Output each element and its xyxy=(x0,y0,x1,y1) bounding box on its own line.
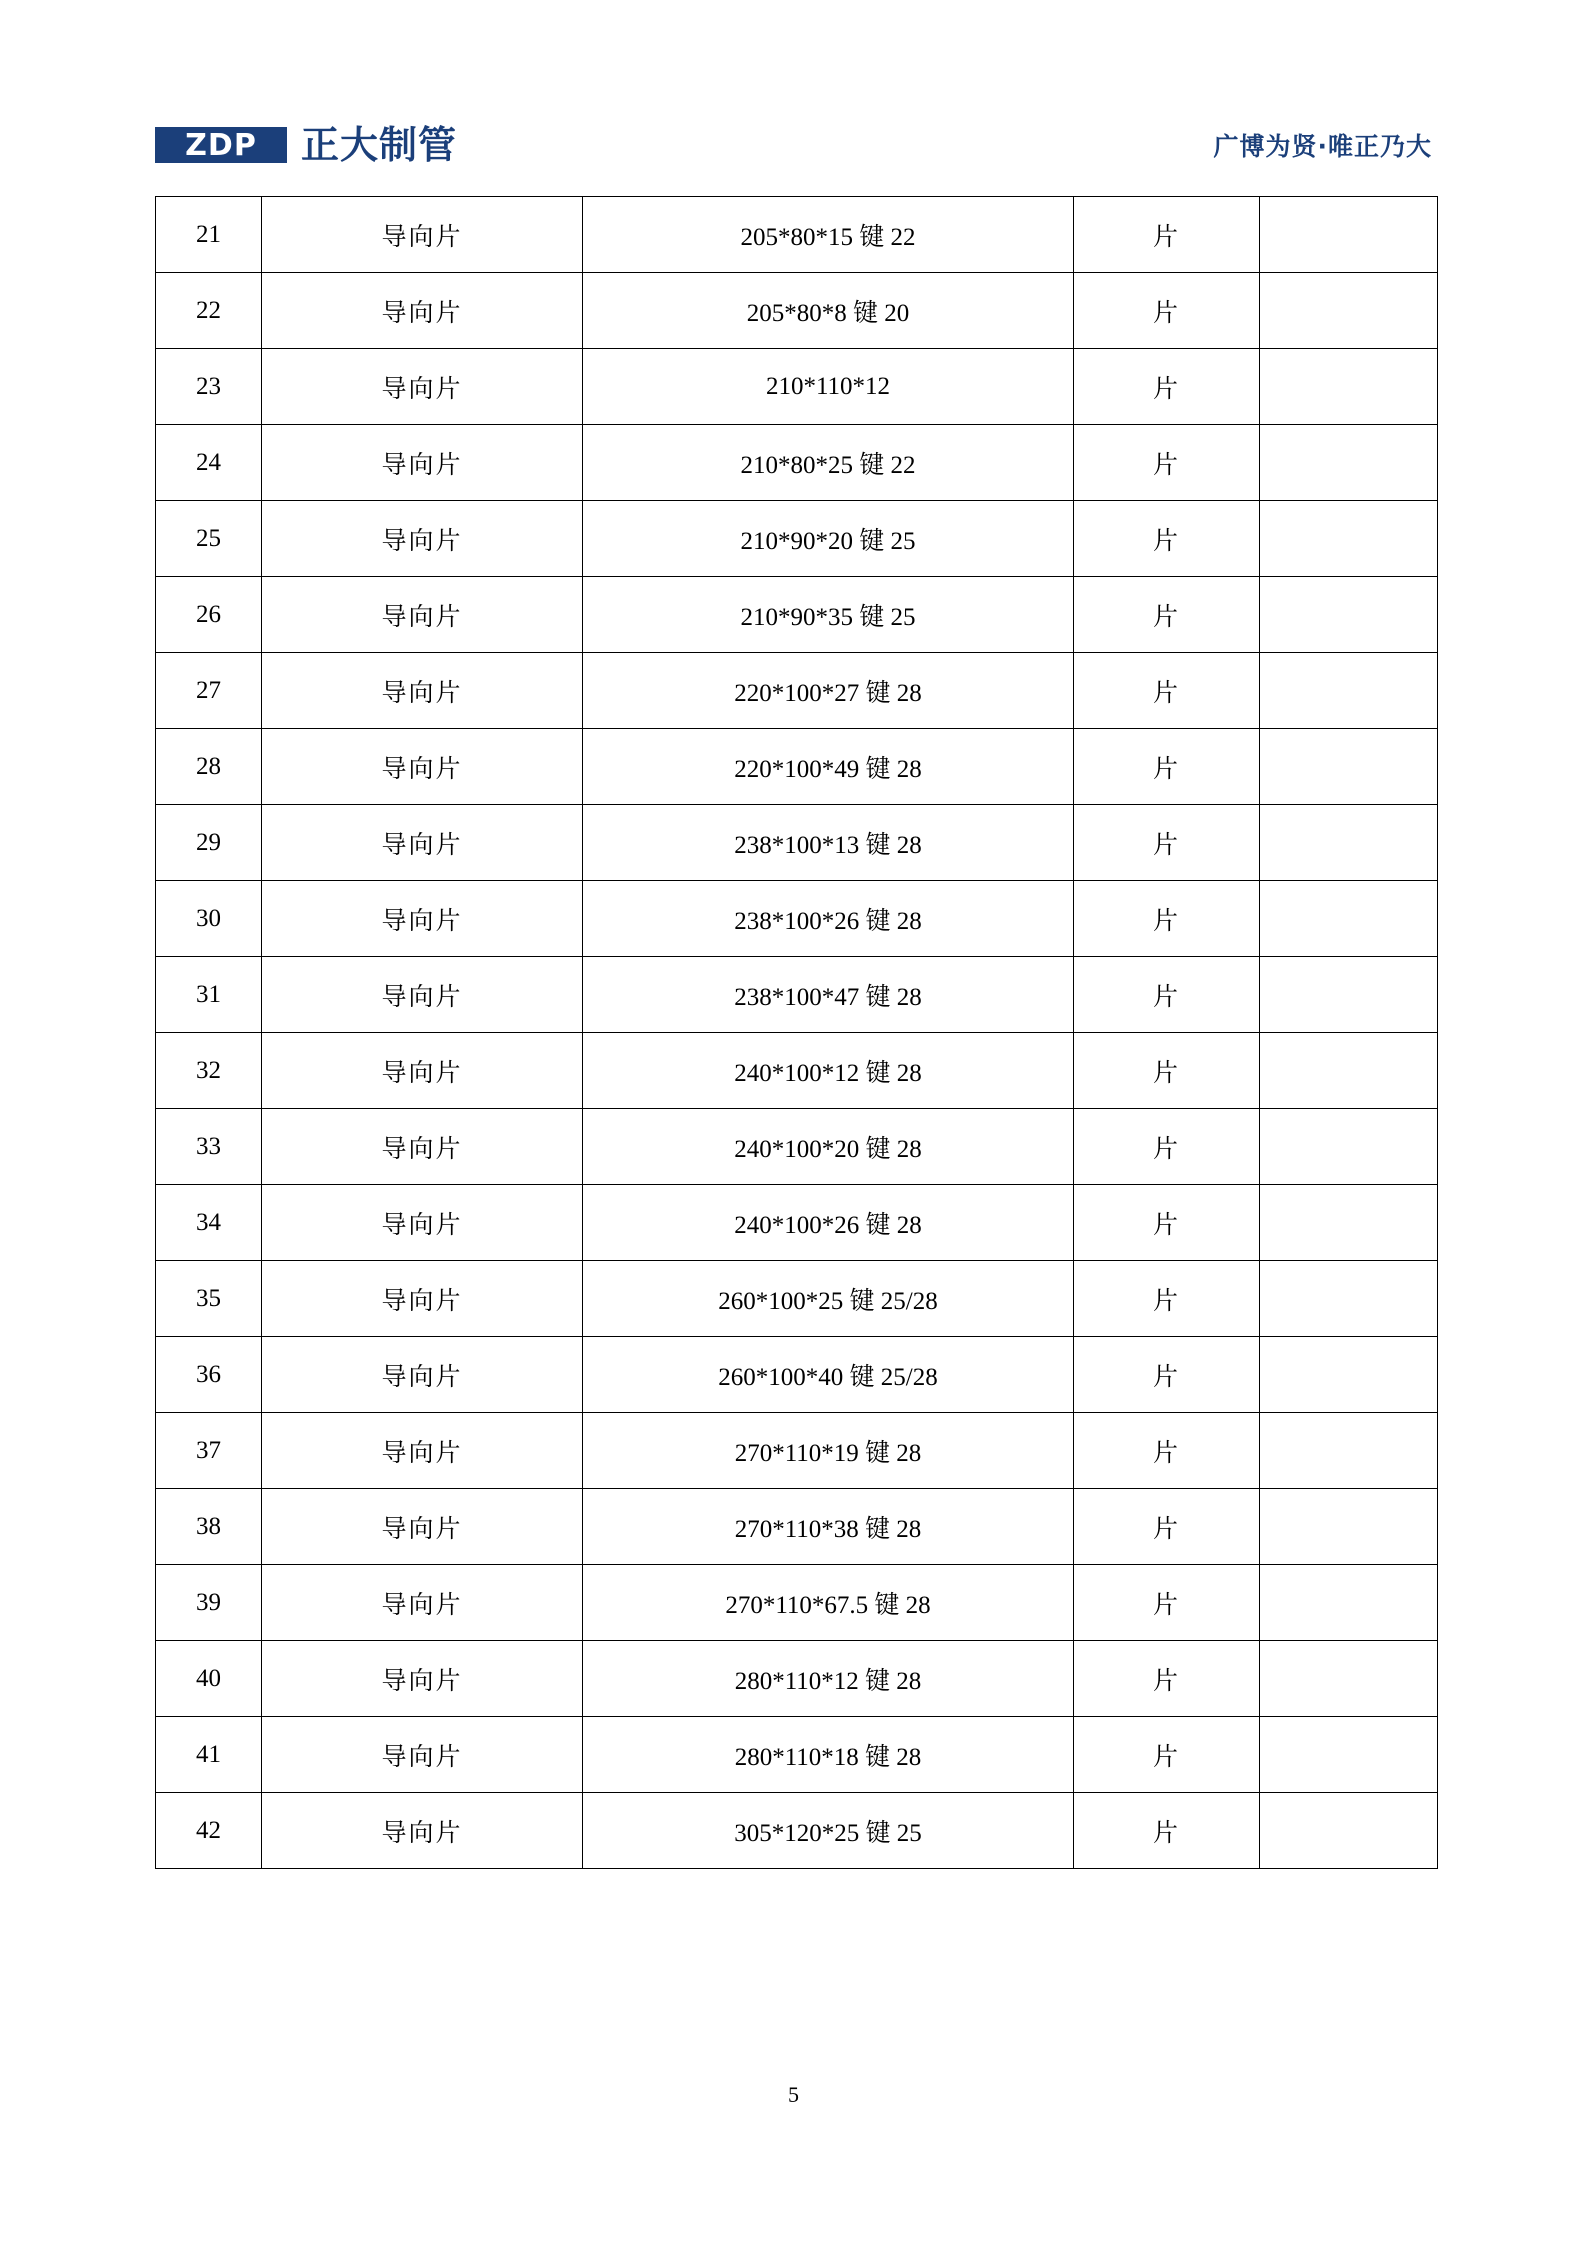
cell-name: 导向片 xyxy=(262,1261,583,1337)
cell-no: 30 xyxy=(156,881,262,957)
cell-spec: 260*100*25 键 25/28 xyxy=(583,1261,1074,1337)
cell-qty xyxy=(1260,653,1438,729)
cell-no: 22 xyxy=(156,273,262,349)
cell-qty xyxy=(1260,1109,1438,1185)
table-row xyxy=(156,1717,1438,1793)
cell-spec: 240*100*26 键 28 xyxy=(583,1185,1074,1261)
table-row xyxy=(156,1337,1438,1413)
cell-no: 31 xyxy=(156,957,262,1033)
cell-spec: 305*120*25 键 25 xyxy=(583,1793,1074,1869)
cell-no: 41 xyxy=(156,1717,262,1793)
table-row xyxy=(156,1565,1438,1641)
cell-qty xyxy=(1260,1261,1438,1337)
cell-unit: 片 xyxy=(1074,1717,1260,1793)
cell-unit: 片 xyxy=(1074,1261,1260,1337)
cell-name: 导向片 xyxy=(262,1337,583,1413)
cell-unit: 片 xyxy=(1074,653,1260,729)
cell-qty xyxy=(1260,1413,1438,1489)
cell-no: 34 xyxy=(156,1185,262,1261)
cell-spec: 205*80*8 键 20 xyxy=(583,273,1074,349)
cell-unit: 片 xyxy=(1074,1413,1260,1489)
cell-spec: 270*110*38 键 28 xyxy=(583,1489,1074,1565)
cell-unit: 片 xyxy=(1074,197,1260,273)
cell-spec: 238*100*26 键 28 xyxy=(583,881,1074,957)
cell-no: 29 xyxy=(156,805,262,881)
cell-name: 导向片 xyxy=(262,1793,583,1869)
cell-name: 导向片 xyxy=(262,1033,583,1109)
table-row xyxy=(156,1641,1438,1717)
company-logo xyxy=(155,123,457,167)
cell-spec: 240*100*20 键 28 xyxy=(583,1109,1074,1185)
cell-name: 导向片 xyxy=(262,577,583,653)
cell-spec: 280*110*18 键 28 xyxy=(583,1717,1074,1793)
cell-name: 导向片 xyxy=(262,805,583,881)
cell-spec: 238*100*47 键 28 xyxy=(583,957,1074,1033)
cell-no: 26 xyxy=(156,577,262,653)
cell-spec: 210*80*25 键 22 xyxy=(583,425,1074,501)
zdp-logo-icon xyxy=(155,123,287,167)
cell-qty xyxy=(1260,1717,1438,1793)
cell-name: 导向片 xyxy=(262,729,583,805)
cell-spec: 280*110*12 键 28 xyxy=(583,1641,1074,1717)
cell-qty xyxy=(1260,349,1438,425)
cell-qty xyxy=(1260,1033,1438,1109)
cell-no: 42 xyxy=(156,1793,262,1869)
cell-unit: 片 xyxy=(1074,957,1260,1033)
cell-no: 40 xyxy=(156,1641,262,1717)
cell-no: 36 xyxy=(156,1337,262,1413)
cell-spec: 270*110*19 键 28 xyxy=(583,1413,1074,1489)
cell-name: 导向片 xyxy=(262,1185,583,1261)
cell-unit: 片 xyxy=(1074,273,1260,349)
cell-no: 23 xyxy=(156,349,262,425)
page-header xyxy=(155,110,1432,180)
cell-unit: 片 xyxy=(1074,805,1260,881)
cell-name: 导向片 xyxy=(262,273,583,349)
cell-unit: 片 xyxy=(1074,425,1260,501)
cell-name: 导向片 xyxy=(262,349,583,425)
cell-name: 导向片 xyxy=(262,1565,583,1641)
cell-unit: 片 xyxy=(1074,1033,1260,1109)
cell-name: 导向片 xyxy=(262,425,583,501)
cell-name: 导向片 xyxy=(262,881,583,957)
cell-qty xyxy=(1260,729,1438,805)
cell-qty xyxy=(1260,881,1438,957)
table-row xyxy=(156,729,1438,805)
cell-unit: 片 xyxy=(1074,1337,1260,1413)
cell-no: 37 xyxy=(156,1413,262,1489)
table-row xyxy=(156,197,1438,273)
cell-qty xyxy=(1260,805,1438,881)
table-row xyxy=(156,501,1438,577)
cell-unit: 片 xyxy=(1074,1109,1260,1185)
cell-name: 导向片 xyxy=(262,957,583,1033)
cell-name: 导向片 xyxy=(262,1413,583,1489)
company-slogan: 广博为贤·唯正乃大 xyxy=(1213,132,1432,161)
table-row xyxy=(156,1185,1438,1261)
table-row xyxy=(156,1033,1438,1109)
cell-qty xyxy=(1260,1641,1438,1717)
cell-qty xyxy=(1260,1337,1438,1413)
svg-text:ZDP: ZDP xyxy=(185,128,257,163)
cell-unit: 片 xyxy=(1074,1641,1260,1717)
cell-qty xyxy=(1260,577,1438,653)
cell-no: 32 xyxy=(156,1033,262,1109)
cell-no: 35 xyxy=(156,1261,262,1337)
cell-name: 导向片 xyxy=(262,1641,583,1717)
company-name-cn: 正大制管 xyxy=(301,123,458,167)
cell-name: 导向片 xyxy=(262,1717,583,1793)
table-row xyxy=(156,1793,1438,1869)
cell-qty xyxy=(1260,273,1438,349)
cell-no: 38 xyxy=(156,1489,262,1565)
cell-qty xyxy=(1260,425,1438,501)
cell-qty xyxy=(1260,1489,1438,1565)
cell-no: 25 xyxy=(156,501,262,577)
cell-qty xyxy=(1260,1793,1438,1869)
cell-spec: 220*100*49 键 28 xyxy=(583,729,1074,805)
cell-spec: 210*90*20 键 25 xyxy=(583,501,1074,577)
cell-spec: 260*100*40 键 25/28 xyxy=(583,1337,1074,1413)
cell-qty xyxy=(1260,197,1438,273)
cell-unit: 片 xyxy=(1074,881,1260,957)
table-row xyxy=(156,349,1438,425)
cell-spec: 238*100*13 键 28 xyxy=(583,805,1074,881)
cell-no: 28 xyxy=(156,729,262,805)
cell-name: 导向片 xyxy=(262,1489,583,1565)
cell-qty xyxy=(1260,1185,1438,1261)
table-row xyxy=(156,425,1438,501)
cell-name: 导向片 xyxy=(262,1109,583,1185)
cell-no: 39 xyxy=(156,1565,262,1641)
cell-no: 33 xyxy=(156,1109,262,1185)
cell-unit: 片 xyxy=(1074,1489,1260,1565)
cell-spec: 240*100*12 键 28 xyxy=(583,1033,1074,1109)
cell-no: 21 xyxy=(156,197,262,273)
cell-name: 导向片 xyxy=(262,653,583,729)
cell-unit: 片 xyxy=(1074,1185,1260,1261)
cell-spec: 270*110*67.5 键 28 xyxy=(583,1565,1074,1641)
table-row xyxy=(156,957,1438,1033)
table-row xyxy=(156,1489,1438,1565)
cell-qty xyxy=(1260,501,1438,577)
cell-no: 24 xyxy=(156,425,262,501)
table-row xyxy=(156,577,1438,653)
cell-qty xyxy=(1260,957,1438,1033)
parts-table-body xyxy=(156,197,1438,1869)
cell-spec: 210*90*35 键 25 xyxy=(583,577,1074,653)
cell-qty xyxy=(1260,1565,1438,1641)
cell-spec: 205*80*15 键 22 xyxy=(583,197,1074,273)
table-row xyxy=(156,881,1438,957)
cell-spec: 210*110*12 xyxy=(583,349,1074,425)
table-row xyxy=(156,653,1438,729)
table-row xyxy=(156,1413,1438,1489)
page-number: 5 xyxy=(788,2082,799,2107)
table-row xyxy=(156,1261,1438,1337)
table-row xyxy=(156,805,1438,881)
cell-name: 导向片 xyxy=(262,501,583,577)
table-row xyxy=(156,273,1438,349)
cell-name: 导向片 xyxy=(262,197,583,273)
table-row xyxy=(156,1109,1438,1185)
cell-unit: 片 xyxy=(1074,349,1260,425)
cell-unit: 片 xyxy=(1074,729,1260,805)
cell-unit: 片 xyxy=(1074,1793,1260,1869)
parts-table xyxy=(155,196,1438,1869)
cell-no: 27 xyxy=(156,653,262,729)
cell-unit: 片 xyxy=(1074,501,1260,577)
cell-unit: 片 xyxy=(1074,1565,1260,1641)
cell-spec: 220*100*27 键 28 xyxy=(583,653,1074,729)
cell-unit: 片 xyxy=(1074,577,1260,653)
